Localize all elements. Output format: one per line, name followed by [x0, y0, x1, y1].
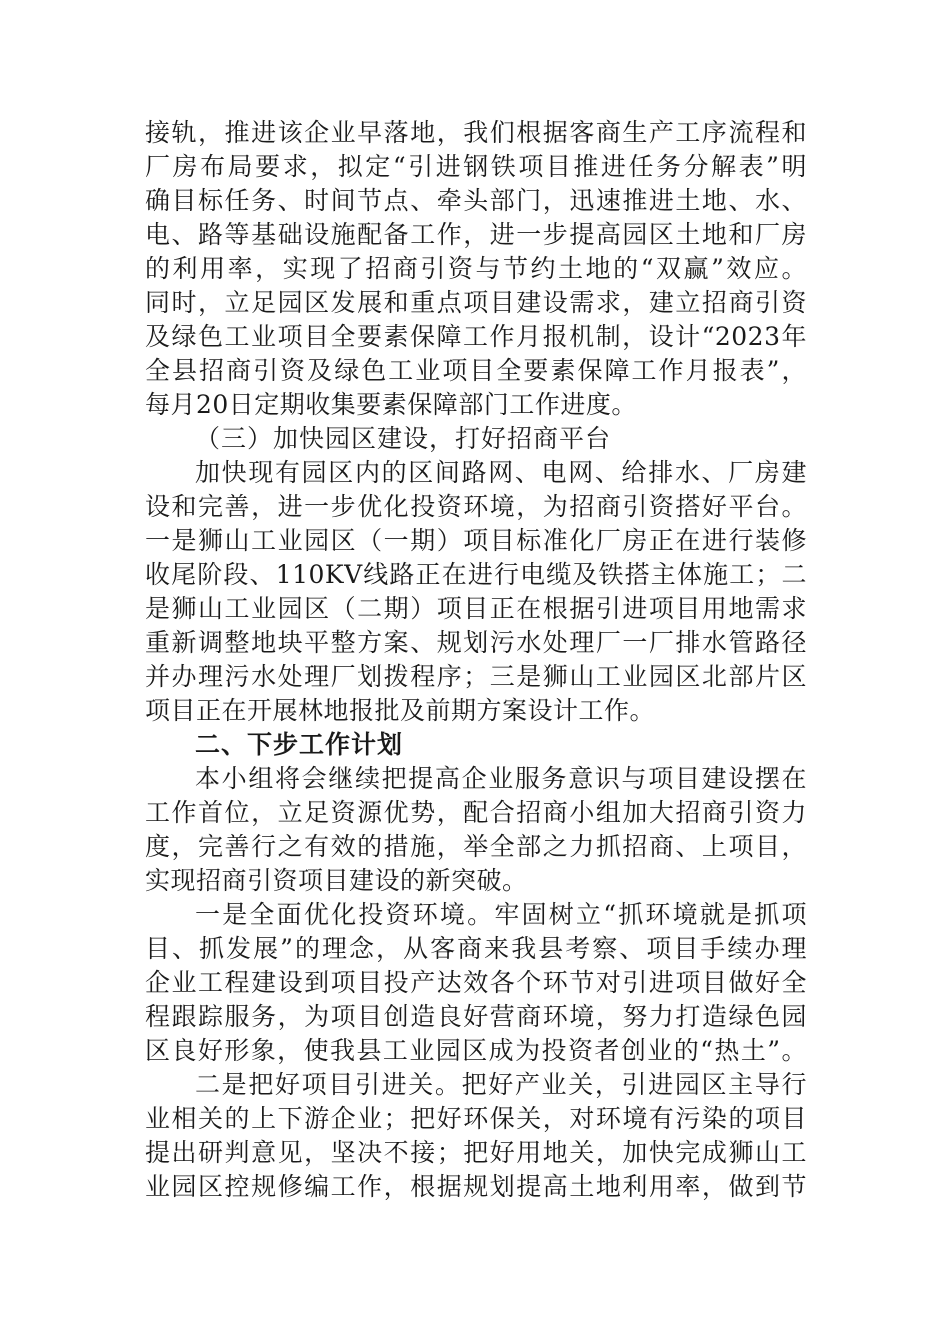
text-line: 每月20日定期收集要素保障部门工作进度。 — [145, 390, 637, 419]
text-line: 区良好形象，使我县工业园区成为投资者创业的“热土”。 — [145, 1036, 807, 1065]
text-line: 业园区控规修编工作，根据规划提高土地利用率，做到节 — [145, 1172, 807, 1201]
text-line: 并办理污水处理厂划拨程序；三是狮山工业园区北部片区 — [145, 662, 807, 691]
text-line: 收尾阶段、110KV线路正在进行电缆及铁搭主体施工；二 — [145, 560, 807, 589]
text-line: 确目标任务、时间节点、牵头部门，迅速推进土地、水、 — [145, 186, 807, 215]
text-line: 项目正在开展林地报批及前期方案设计工作。 — [145, 696, 656, 725]
paragraph-park-construction — [145, 456, 807, 728]
text-line: 重新调整地块平整方案、规划污水处理厂一厂排水管路径 — [145, 628, 807, 657]
text-line: 度，完善行之有效的措施，举全部之力抓招商、上项目， — [145, 832, 807, 861]
text-line: 程跟踪服务，为项目创造良好营商环境，努力打造绿色园 — [145, 1002, 807, 1031]
text-line: 提出研判意见，坚决不接；把好用地关，加快完成狮山工 — [145, 1138, 807, 1167]
text-line: 实现招商引资项目建设的新突破。 — [145, 866, 528, 895]
text-line: 同时，立足园区发展和重点项目建设需求，建立招商引资 — [145, 288, 807, 317]
text-line: 设和完善，进一步优化投资环境，为招商引资搭好平台。 — [145, 492, 807, 521]
text-line: 是狮山工业园区（二期）项目正在根据引进项目用地需求 — [145, 594, 807, 623]
section-heading-2: 二、下步工作计划 — [195, 730, 404, 759]
text-line: 全县招商引资及绿色工业项目全要素保障工作月报表”， — [145, 356, 807, 385]
text-line: 一是狮山工业园区（一期）项目标准化厂房正在进行装修 — [145, 526, 807, 555]
text-line: 厂房布局要求，拟定“引进钢铁项目推进任务分解表”明 — [145, 152, 807, 181]
text-line: 及绿色工业项目全要素保障工作月报机制，设计“2023年 — [145, 322, 807, 351]
text-line: 业相关的上下游企业；把好环保关，对环境有污染的项目 — [145, 1104, 807, 1133]
text-line-first: 二是把好项目引进关。把好产业关，引进园区主导行 — [195, 1070, 807, 1099]
text-line: 接轨，推进该企业早落地，我们根据客商生产工序流程和 — [145, 118, 807, 147]
text-line: 电、路等基础设施配备工作，进一步提高园区土地和厂房 — [145, 220, 807, 249]
paragraph-item-one — [145, 898, 807, 1068]
text-line-first: 加快现有园区内的区间路网、电网、给排水、厂房建 — [195, 458, 807, 487]
text-line: 企业工程建设到项目投产达效各个环节对引进项目做好全 — [145, 968, 807, 997]
text-line-first: 本小组将会继续把提高企业服务意识与项目建设摆在 — [195, 764, 807, 793]
text-line: 的利用率，实现了招商引资与节约土地的“双赢”效应。 — [145, 254, 807, 283]
section-heading-3: （三）加快园区建设，打好招商平台 — [195, 424, 612, 453]
paragraph-continuation — [145, 116, 807, 422]
text-line: 目、抓发展”的理念，从客商来我县考察、项目手续办理 — [145, 934, 807, 963]
document-page — [145, 116, 807, 1204]
text-line-first: 一是全面优化投资环境。牢固树立“抓环境就是抓项 — [195, 900, 807, 929]
paragraph-item-two — [145, 1068, 807, 1204]
text-line: 工作首位，立足资源优势，配合招商小组加大招商引资力 — [145, 798, 807, 827]
paragraph-plan-intro — [145, 762, 807, 898]
